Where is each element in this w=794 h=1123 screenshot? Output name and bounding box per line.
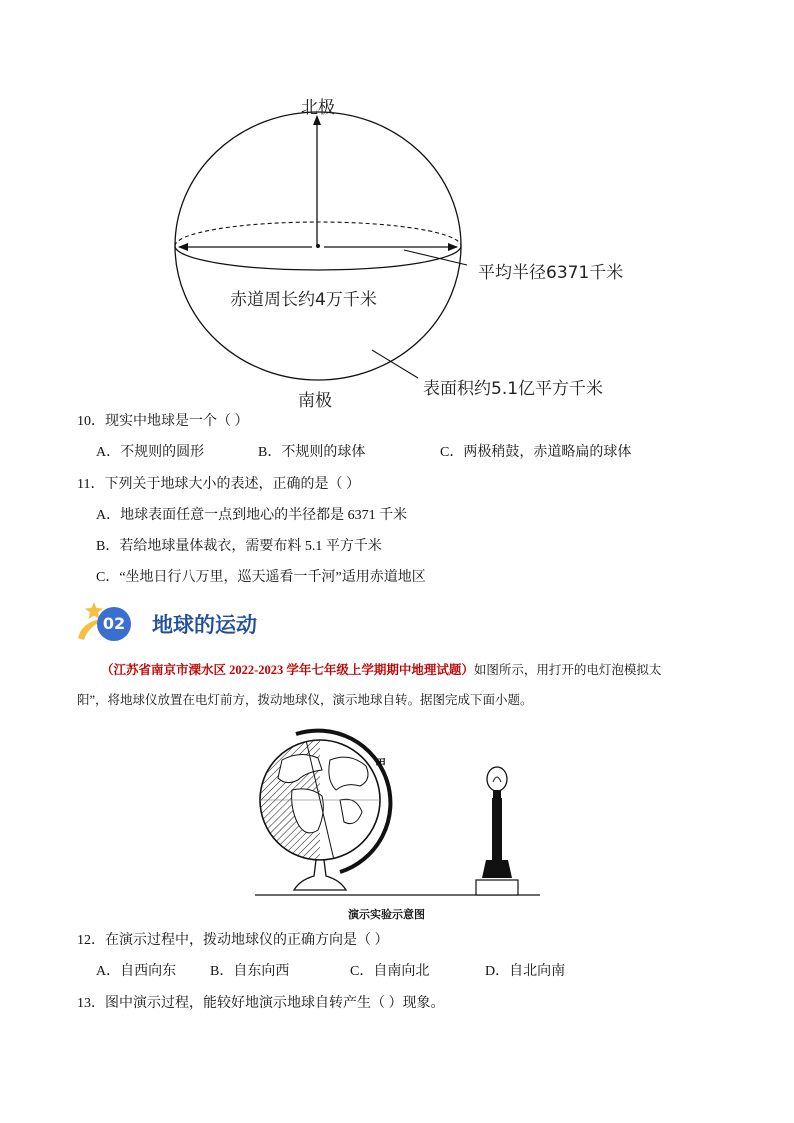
question-12-option-a: A．自西向东 (96, 964, 177, 979)
equator-label: 赤道周长约4万千米 (230, 290, 377, 310)
question-11 (77, 475, 360, 495)
bulb-socket (493, 790, 501, 798)
question-text: 现实中地球是一个（ ） (105, 414, 249, 429)
question-number: 13． (77, 996, 105, 1011)
globe-stand (294, 860, 346, 890)
equator-front (175, 246, 461, 270)
equator-back (175, 222, 461, 246)
question-11-option-a: A．地球表面任意一点到地心的半径都是 6371 千米 (96, 508, 408, 523)
intro-line-1 (77, 655, 727, 685)
question-number: 12． (77, 933, 105, 948)
earth-diagram (160, 90, 640, 410)
area-label: 表面积约5.1亿平方千米 (423, 379, 604, 399)
intro-paragraph (77, 655, 727, 715)
question-12 (77, 931, 389, 951)
question-12-option-b: B．自东向西 (210, 964, 290, 979)
south-pole-label: 南极 (298, 391, 332, 411)
question-number: 10． (77, 414, 105, 429)
question-10-option-b: B．不规则的球体 (258, 445, 366, 460)
section-title: 地球的运动 (152, 613, 257, 637)
question-11-option-b: B．若给地球量体裁衣，需要布料 5.1 平方千米 (96, 539, 382, 554)
lamp-pole (492, 798, 502, 860)
question-12-option-d: D．自北向南 (485, 964, 566, 979)
earth-center (316, 244, 320, 248)
north-pole-label: 北极 (301, 98, 335, 118)
radius-label: 平均半径6371千米 (478, 263, 624, 283)
globe-label-jia: 甲 (375, 757, 386, 770)
question-text: 在演示过程中，拨动地球仪的正确方向是（ ） (105, 933, 389, 948)
section-heading (74, 600, 334, 648)
radius-leader-line (404, 250, 467, 265)
lamp-base (482, 860, 512, 878)
lamp-pedestal (476, 880, 518, 895)
bulb (487, 767, 507, 791)
area-leader-line (372, 350, 418, 378)
globe-figure-svg (248, 722, 548, 922)
question-text: 图中演示过程，能较好地演示地球自转产生（ ）现象。 (105, 996, 445, 1011)
earth-diagram-svg (160, 90, 640, 410)
intro-line-2: 阳”，将地球仪放置在电灯前方，拨动地球仪，演示地球自转。据图完成下面小题。 (77, 693, 533, 707)
question-10-option-c: C．两极稍鼓，赤道略扁的球体 (440, 445, 632, 460)
intro-text-1: 如图所示，用打开的电灯泡模拟太 (473, 663, 662, 677)
question-11-option-c: C．“坐地日行八万里，巡天遥看一千河”适用赤道地区 (96, 570, 426, 585)
intro-source: （江苏省南京市溧水区 2022-2023 学年七年级上学期期中地理试题） (101, 663, 474, 677)
question-10-option-a: A．不规则的圆形 (96, 445, 205, 460)
figure-caption: 演示实验示意图 (348, 908, 425, 921)
section-number: 02 (102, 614, 126, 633)
question-number: 11． (77, 477, 105, 492)
globe-figure (248, 722, 548, 922)
question-text: 下列关于地球大小的表述，正确的是（ ） (104, 477, 360, 492)
question-13 (77, 994, 445, 1014)
question-12-option-c: C．自南向北 (350, 964, 430, 979)
question-10 (77, 412, 249, 432)
